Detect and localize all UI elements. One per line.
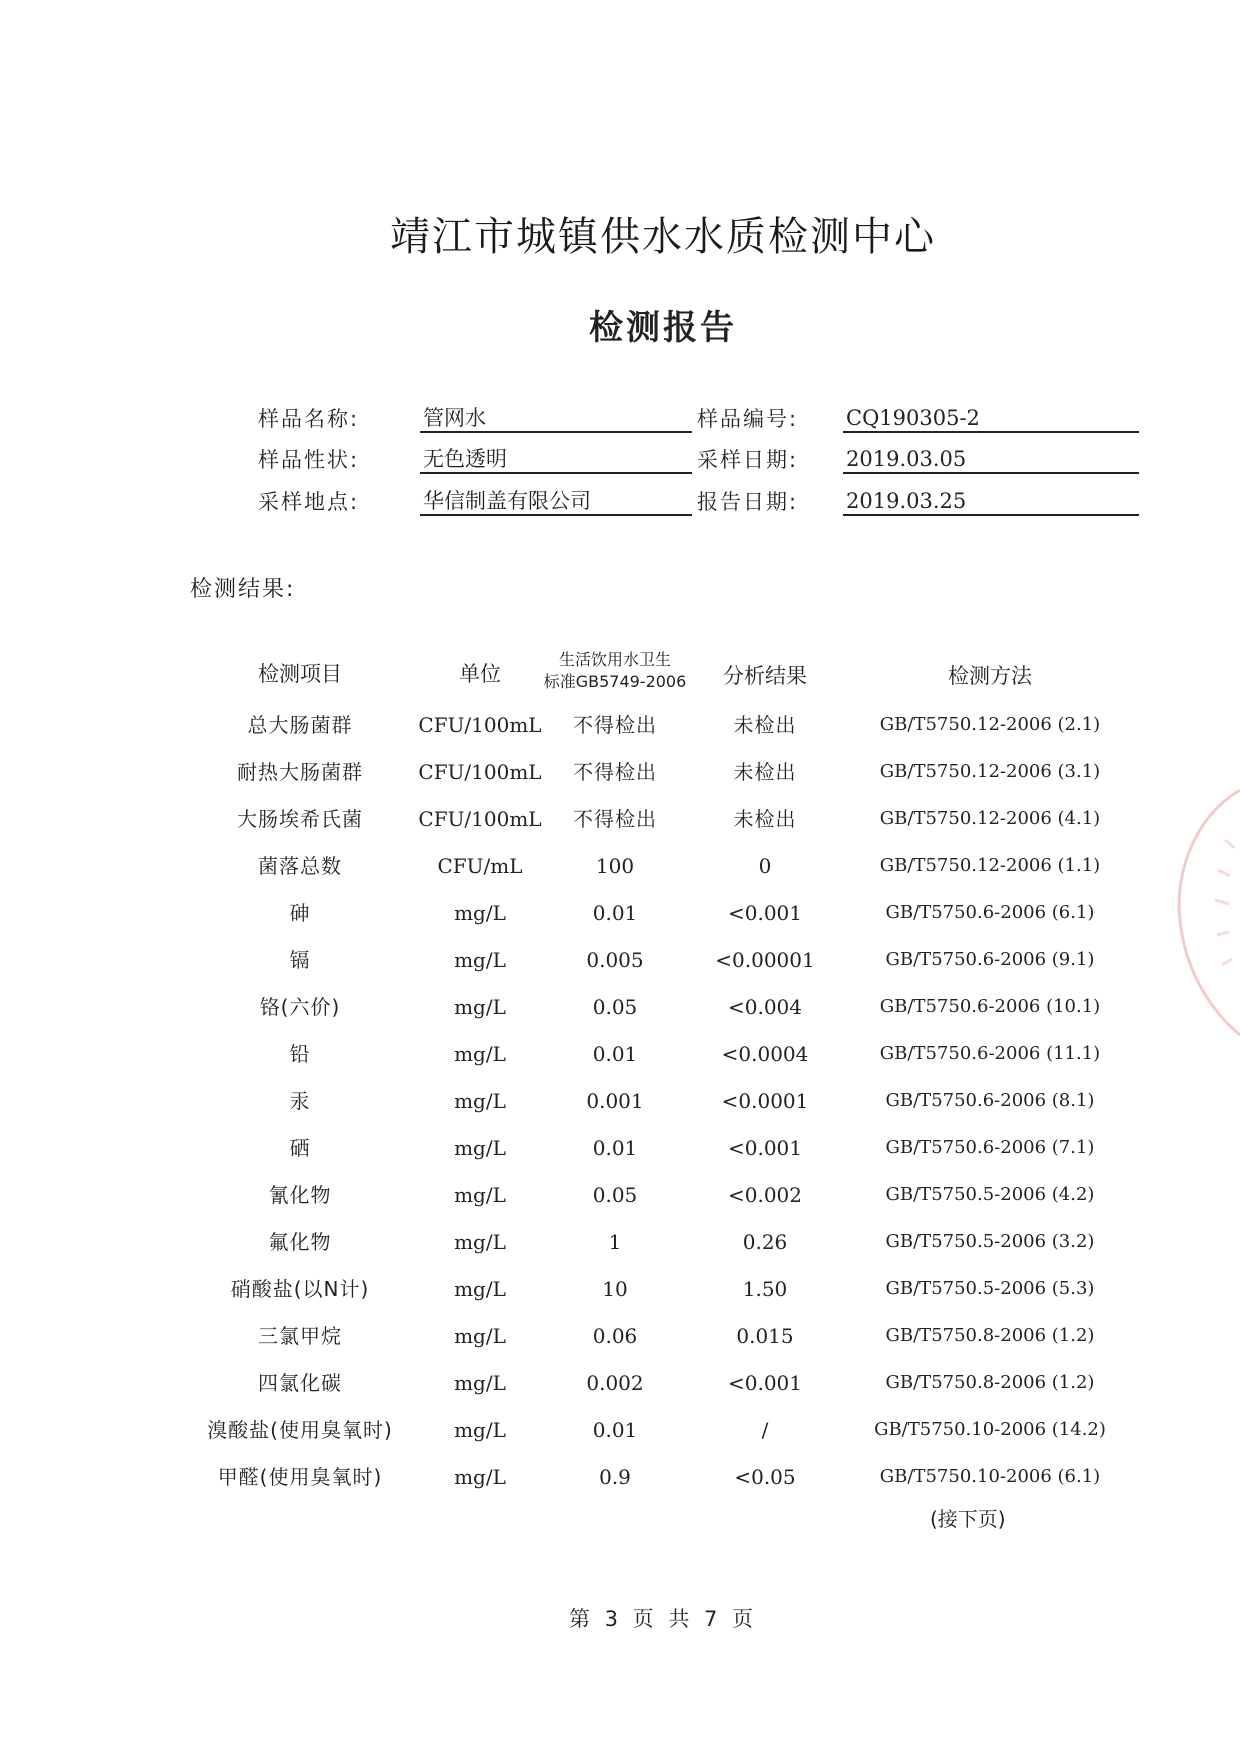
item-unit: mg/L	[454, 1089, 506, 1113]
item-result: <0.004	[727, 995, 802, 1019]
item-method: GB/T5750.6-2006 (7.1)	[885, 1137, 1095, 1158]
item-name: 四氯化碳	[258, 1371, 342, 1395]
item-name: 铬(六价)	[259, 995, 341, 1019]
item-result: <0.001	[727, 901, 802, 925]
column-header-result: 分析结果	[723, 664, 807, 688]
item-standard: 不得检出	[573, 807, 657, 831]
sample-name-label: 样品名称:	[258, 407, 360, 431]
item-method: GB/T5750.10-2006 (6.1)	[879, 1466, 1101, 1487]
item-unit: mg/L	[454, 995, 506, 1019]
item-unit: mg/L	[454, 1042, 506, 1066]
item-method: GB/T5750.5-2006 (5.3)	[885, 1278, 1095, 1299]
item-result: 0	[758, 854, 772, 878]
item-unit: mg/L	[454, 1324, 506, 1348]
item-standard: 1	[608, 1230, 622, 1254]
report-date-value: 2019.03.25	[843, 486, 1139, 516]
item-standard: 0.06	[592, 1324, 638, 1348]
item-name: 溴酸盐(使用臭氧时)	[207, 1418, 393, 1442]
table-row	[0, 752, 1240, 792]
table-row	[0, 1363, 1240, 1403]
item-method: GB/T5750.6-2006 (8.1)	[885, 1090, 1095, 1111]
item-result: 未检出	[733, 760, 797, 784]
item-result: 1.50	[742, 1277, 788, 1301]
item-standard: 100	[595, 854, 635, 878]
item-unit: mg/L	[454, 1136, 506, 1160]
item-standard: 0.05	[592, 995, 638, 1019]
item-result: 0.015	[736, 1324, 794, 1348]
item-standard: 0.002	[586, 1371, 644, 1395]
sampling-location-label: 采样地点:	[258, 490, 360, 514]
item-method: GB/T5750.12-2006 (4.1)	[879, 808, 1101, 829]
item-unit: mg/L	[454, 1371, 506, 1395]
item-name: 砷	[289, 901, 311, 925]
table-row	[0, 940, 1240, 980]
item-name: 大肠埃希氏菌	[237, 807, 363, 831]
item-method: GB/T5750.12-2006 (1.1)	[879, 855, 1101, 876]
table-row	[0, 1128, 1240, 1168]
item-method: GB/T5750.8-2006 (1.2)	[885, 1325, 1095, 1346]
item-standard: 0.01	[592, 1418, 638, 1442]
item-standard: 0.9	[599, 1465, 631, 1489]
item-result: /	[761, 1418, 769, 1442]
item-name: 硒	[289, 1136, 311, 1160]
item-standard: 0.01	[592, 1136, 638, 1160]
table-row	[0, 1410, 1240, 1450]
item-name: 硝酸盐(以N计)	[230, 1277, 370, 1301]
item-unit: mg/L	[454, 1230, 506, 1254]
report-title: 检测报告	[589, 308, 737, 348]
item-result: <0.001	[727, 1371, 802, 1395]
item-standard: 0.01	[592, 1042, 638, 1066]
sampling-date-label: 采样日期:	[697, 448, 799, 472]
item-unit: CFU/100mL	[418, 760, 542, 784]
table-row	[0, 1081, 1240, 1121]
column-header-standard-line2: 标准GB5749-2006	[543, 672, 687, 691]
item-result: <0.002	[727, 1183, 802, 1207]
item-standard: 0.001	[586, 1089, 644, 1113]
page-number: 第 3 页 共 7 页	[568, 1607, 758, 1631]
item-standard: 0.01	[592, 901, 638, 925]
item-standard: 0.05	[592, 1183, 638, 1207]
item-unit: mg/L	[454, 948, 506, 972]
item-method: GB/T5750.6-2006 (11.1)	[879, 1043, 1101, 1064]
item-result: 0.26	[742, 1230, 788, 1254]
table-row	[0, 987, 1240, 1027]
results-heading: 检测结果:	[190, 577, 296, 602]
sample-name-value: 管网水	[420, 403, 692, 433]
table-row	[0, 893, 1240, 933]
item-unit: mg/L	[454, 1277, 506, 1301]
table-row	[0, 1175, 1240, 1215]
column-header-standard	[535, 649, 695, 693]
item-standard: 0.005	[586, 948, 644, 972]
table-row	[0, 846, 1240, 886]
sample-number-label: 样品编号:	[697, 407, 799, 431]
item-unit: CFU/100mL	[418, 807, 542, 831]
item-method: GB/T5750.5-2006 (4.2)	[885, 1184, 1095, 1205]
item-method: GB/T5750.10-2006 (14.2)	[874, 1419, 1106, 1440]
item-result: <0.0001	[721, 1089, 809, 1113]
item-standard: 不得检出	[573, 713, 657, 737]
item-result: <0.0004	[721, 1042, 809, 1066]
item-result: 未检出	[733, 713, 797, 737]
report-date-label: 报告日期:	[697, 490, 799, 514]
item-name: 铅	[289, 1042, 311, 1066]
sampling-date-value: 2019.03.05	[843, 444, 1139, 474]
column-header-method: 检测方法	[948, 664, 1032, 688]
column-header-unit: 单位	[459, 662, 501, 686]
item-unit: CFU/100mL	[418, 713, 542, 737]
column-header-standard-line1: 生活饮用水卫生	[558, 650, 671, 669]
item-result: <0.05	[734, 1465, 796, 1489]
item-method: GB/T5750.12-2006 (3.1)	[879, 761, 1101, 782]
item-name: 氰化物	[268, 1183, 332, 1207]
item-unit: CFU/mL	[437, 854, 523, 878]
item-name: 菌落总数	[258, 854, 342, 878]
seal-stamp-fragment	[1170, 780, 1240, 1040]
item-unit: mg/L	[454, 1183, 506, 1207]
item-name: 总大肠菌群	[247, 713, 353, 737]
item-name: 汞	[289, 1089, 311, 1113]
table-row	[0, 1222, 1240, 1262]
item-unit: mg/L	[454, 1465, 506, 1489]
table-row	[0, 1269, 1240, 1309]
item-method: GB/T5750.5-2006 (3.2)	[885, 1231, 1095, 1252]
column-header-item: 检测项目	[258, 662, 342, 686]
item-result: <0.001	[727, 1136, 802, 1160]
item-name: 氟化物	[268, 1230, 332, 1254]
item-name: 耐热大肠菌群	[237, 760, 363, 784]
item-unit: mg/L	[454, 901, 506, 925]
item-method: GB/T5750.6-2006 (9.1)	[885, 949, 1095, 970]
item-method: GB/T5750.8-2006 (1.2)	[885, 1372, 1095, 1393]
item-name: 甲醛(使用臭氧时)	[217, 1465, 383, 1489]
table-row	[0, 705, 1240, 745]
item-method: GB/T5750.6-2006 (6.1)	[885, 902, 1095, 923]
item-name: 镉	[289, 948, 311, 972]
item-method: GB/T5750.6-2006 (10.1)	[879, 996, 1101, 1017]
item-name: 三氯甲烷	[258, 1324, 342, 1348]
continued-note: (接下页)	[930, 1507, 1006, 1531]
sample-number-value: CQ190305-2	[843, 403, 1139, 433]
table-row	[0, 799, 1240, 839]
table-row	[0, 1034, 1240, 1074]
item-result: 未检出	[733, 807, 797, 831]
table-row	[0, 1316, 1240, 1356]
sampling-location-value: 华信制盖有限公司	[420, 486, 692, 516]
organization-title: 靖江市城镇供水水质检测中心	[390, 214, 936, 260]
item-method: GB/T5750.12-2006 (2.1)	[879, 714, 1101, 735]
item-standard: 10	[602, 1277, 628, 1301]
item-result: <0.00001	[715, 948, 815, 972]
table-row	[0, 1457, 1240, 1497]
sample-property-value: 无色透明	[420, 444, 692, 474]
sample-property-label: 样品性状:	[258, 448, 360, 472]
item-unit: mg/L	[454, 1418, 506, 1442]
item-standard: 不得检出	[573, 760, 657, 784]
